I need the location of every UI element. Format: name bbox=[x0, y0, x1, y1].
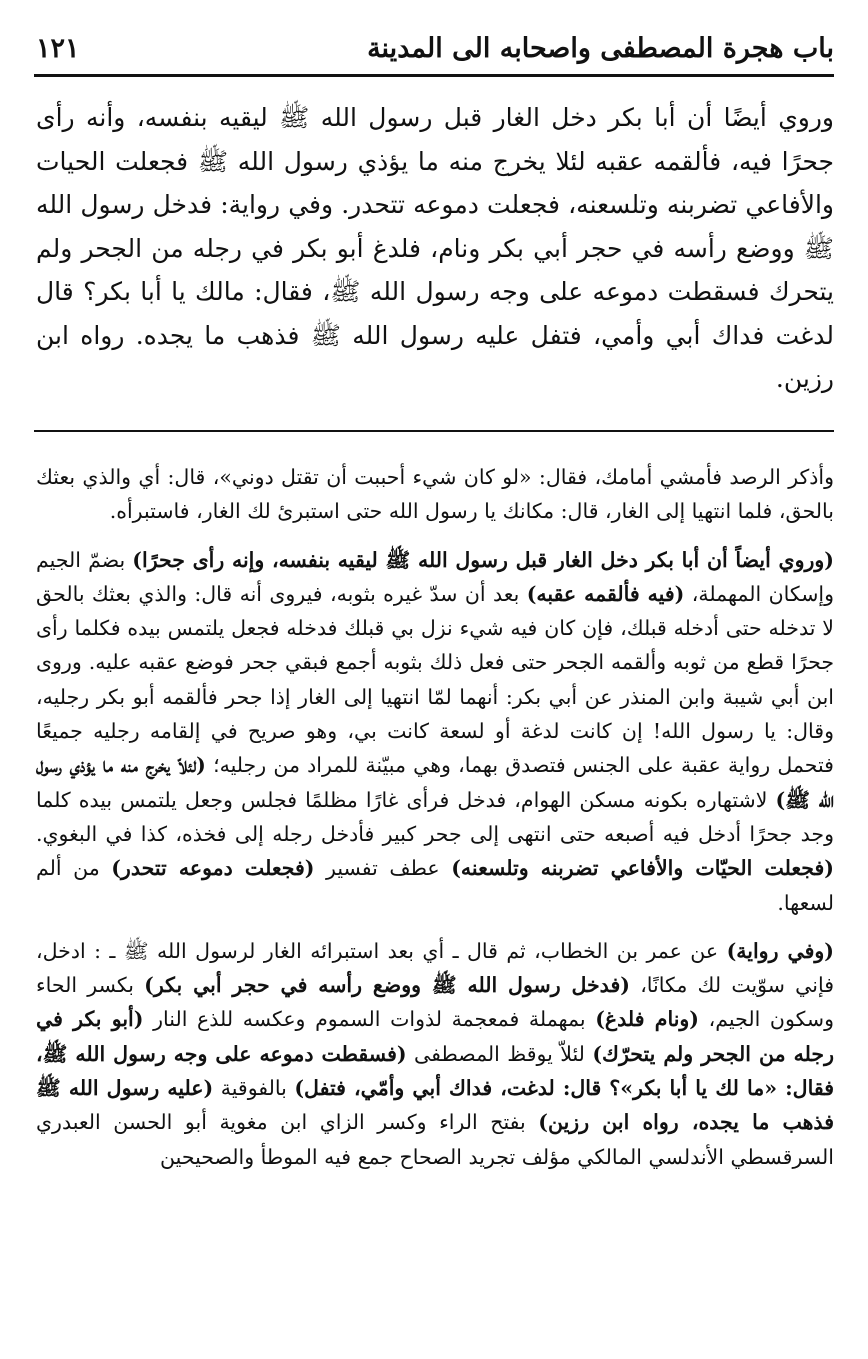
quoted-text: (عليه رسول الله ﷺ فذهب ما يجده، رواه ابن رزين) bbox=[36, 1076, 834, 1135]
chapter-title: باب هجرة المصطفى واصحابه الى المدينة bbox=[367, 32, 834, 64]
commentary-block bbox=[36, 460, 834, 1174]
quoted-text: (وروي أيضاً أن أبا بكر دخل الغار قبل رسول الله ﷺ ليقيه بنفسه، وإنه رأى جحرًا) bbox=[132, 547, 834, 572]
page-number: ١٢١ bbox=[36, 32, 80, 64]
hadith-paragraph: وروي أيضًا أن أبا بكر دخل الغار قبل رسول الله ﷺ ليقيه بنفسه، وأنه رأى جحرًا فيه، فألقمه عقبه لئلا يخرج منه ما يؤذي رسول الله ﷺ فجعلت الحيات والأفاعي تضربنه وتلسعنه، فجعلت دموعه تتحدر. وفي رواية: فدخل رسول الله ﷺ ووضع رأسه في حجر أبي بكر ونام، فلدغ أبو بكر في رجله من الجحر ولم يتحرك فسقطت دموعه على وجه رسول الله ﷺ، فقال: مالك يا أبا بكر؟ قال لدغت فداك أبي وأمي، فتفل عليه رسول الله ﷺ فذهب ما يجده. رواه ابن رزين. bbox=[36, 103, 834, 393]
quoted-text: (فجعلت الحيّات والأفاعي تضربنه وتلسعنه) bbox=[451, 856, 835, 881]
commentary-paragraph-3 bbox=[36, 934, 834, 1174]
commentary-text: عن عمر بن الخطاب، ثم قال ـ أي بعد استبرائه الغار لرسول الله ﷺ ـ : ادخل، فإني سوّيت لك مكانًا، bbox=[36, 938, 834, 998]
commentary-text: لئلاّ يوقظ المصطفى bbox=[406, 1041, 593, 1066]
commentary-text: من ألم لسعها. bbox=[36, 856, 834, 915]
commentary-paragraph-1: وأذكر الرصد فأمشي أمامك، فقال: «لو كان شيء أحببت أن تقتل دوني»، قال: أي والذي بعثك بالحق، فلما انتهيا إلى الغار، قال: مكانك يا رسول الله حتى استبرئ لك الغار، فاستبرأه. bbox=[36, 465, 834, 524]
commentary-text: بكسر الحاء وسكون الجيم، bbox=[36, 973, 834, 1032]
page-header bbox=[36, 26, 834, 70]
commentary-text: بالفوقية bbox=[213, 1076, 295, 1101]
quoted-text: (فيه فألقمه عقبه) bbox=[526, 581, 685, 606]
hadith-text-block bbox=[36, 96, 834, 401]
commentary-text: عطف تفسير bbox=[314, 856, 452, 881]
quoted-text: (ونام فلدغ) bbox=[595, 1007, 700, 1032]
quoted-text: (فجعلت دموعه تتحدر) bbox=[111, 856, 315, 881]
quoted-text: (لئلاّ يخرج منه ما يؤذي رسول الله ﷺ) bbox=[36, 753, 835, 812]
quoted-text: (فسقطت دموعه على وجه رسول الله ﷺ، فقال: «ما لك يا أبا بكر»؟ قال: لدغت، فداك أبي وأمّي، فتفل) bbox=[36, 1041, 834, 1101]
commentary-paragraph-2 bbox=[36, 543, 834, 920]
quoted-text: (أبو بكر في رجله من الجحر ولم يتحرّك) bbox=[36, 1007, 834, 1066]
section-divider bbox=[34, 430, 834, 432]
commentary-text: بمهملة فمعجمة لذوات السموم وعكسه للذع النار bbox=[143, 1007, 596, 1032]
header-rule bbox=[34, 74, 834, 77]
commentary-text: بضمّ الجيم وإسكان المهملة، bbox=[36, 547, 834, 606]
quoted-text: (فدخل رسول الله ﷺ ووضع رأسه في حجر أبي بكر) bbox=[144, 973, 630, 998]
quoted-text: (وفي رواية) bbox=[726, 938, 835, 963]
commentary-text: لاشتهاره بكونه مسكن الهوام، فدخل فرأى غارًا مظلمًا فجلس وجعل يلتمس بيده كلما وجد جحرًا أدخل فيه أصبعه حتى انتهى إلى جحر كبير فأدخل رجله إلى فخذه، كذا في البغوي. bbox=[36, 787, 834, 846]
commentary-text: بعد أن سدّ غيره بثوبه، فيروى أنه قال: والذي بعثك بالحق لا تدخله حتى أدخله قبلك، فإن كان فيه شيء نزل بي قبلك فدخله فجعل يلتمس بيده فكلما رأى جحرًا قطع من ثوبه وألقمه الجحر حتى فعل ذلك بثوبه أجمع فبقي جحر فوضع عقبه عليه. وروى ابن أبي شيبة وابن المنذر عن أبي بكر: أنهما لمّا انتهيا إلى الغار إذا جحر فألقمه أبو بكر رجليه، وقال: يا رسول الله! إن كانت لدغة أو لسعة كانت بي، وهو صريح في إلقامه رجليه جميعًا فتحمل رواية عقبة على الجنس فتصدق بهما، وهي مبيّنة للمراد من رجليه؛ bbox=[36, 581, 834, 778]
commentary-text: بفتح الراء وكسر الزاي ابن مغوية أبو الحسن العبدري السرقسطي الأندلسي المالكي مؤلف تجريد الصحاح جمع فيه الموطأ والصحيحين bbox=[36, 1110, 834, 1169]
